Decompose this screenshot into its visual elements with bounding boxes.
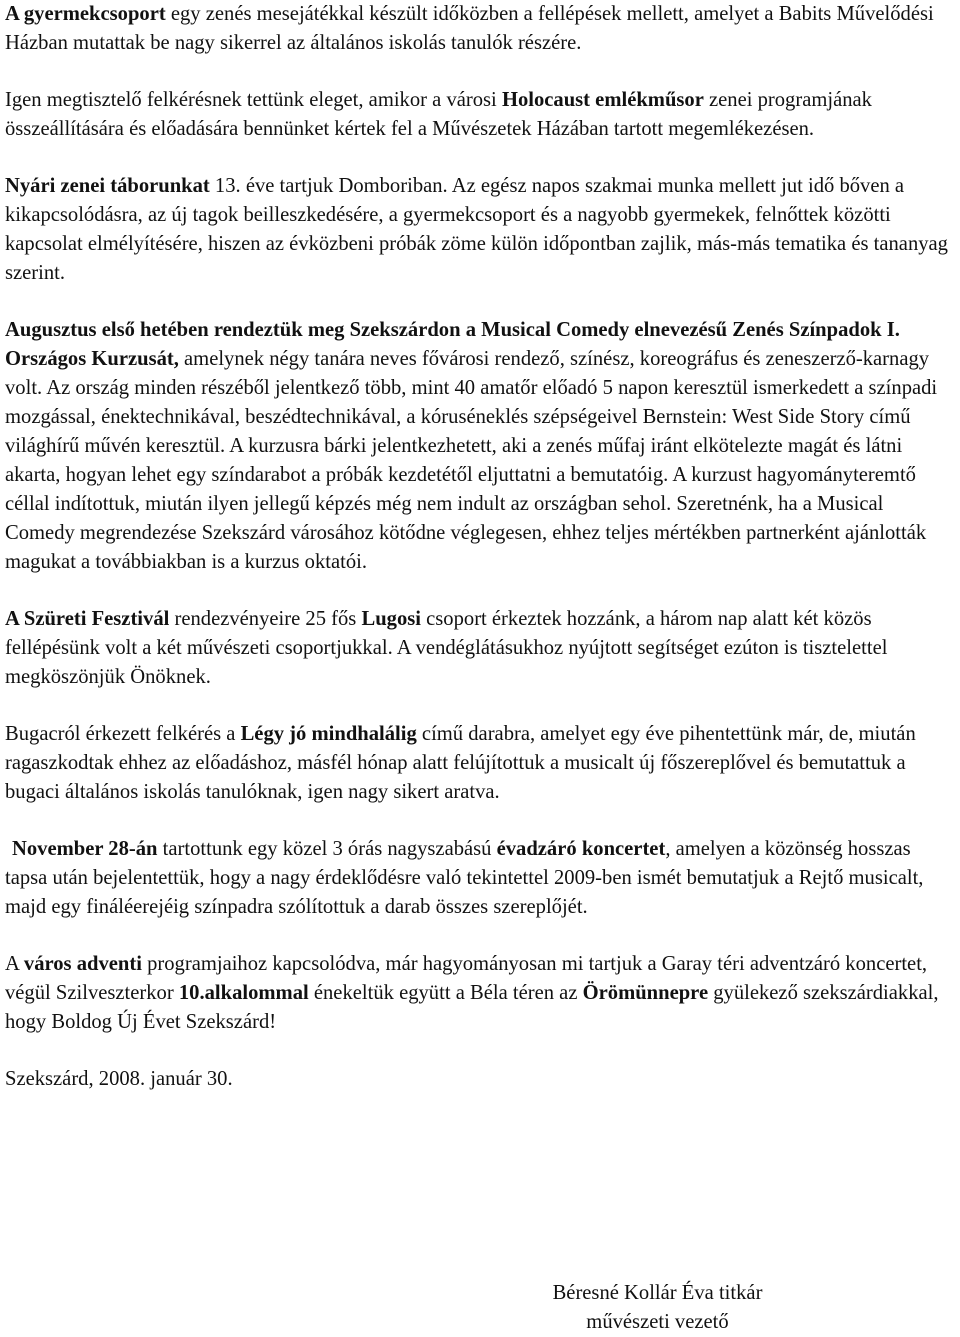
paragraph-bugac [5,720,957,807]
paragraph-text: , amelyen a közönség hosszas tapsa után bejelentettük, hogy a nagy érdeklődésre való tekintettel 2009-ben ismét bemutatjuk a Rejtő musicalt, majd egy fináléerejéig színpadra szólítottuk a darab összes szereplőjét. [5,838,924,918]
bold-phrase: A Szüreti Fesztivál [5,608,170,630]
bold-phrase: A gyermekcsoport [5,3,166,25]
bold-phrase: Nyári zenei táborunkat [5,175,210,197]
bold-phrase: Örömünnepre [582,982,709,1004]
bold-phrase: November 28-án [12,838,158,860]
signature-name: Béresné Kollár Éva titkár [552,1282,763,1304]
bold-phrase: évadzáró koncertet [496,838,666,860]
paragraph-summer-camp [5,172,957,288]
paragraph-text: programjaihoz kapcsolódva, már hagyományosan mi tartjuk a Garay téri adventzáró koncertet, végül Szilveszterkor [5,953,928,1004]
signature-role: művészeti vezető [586,1311,729,1333]
paragraph-text: rendezvényeire 25 fős [169,608,362,630]
paragraph-musical-course [5,316,957,577]
bold-phrase: város adventi [23,953,142,975]
paragraph-harvest-festival [5,605,957,692]
paragraph-text: énekeltük együtt a Béla téren az [308,982,583,1004]
bold-phrase: Holocaust emlékműsor [501,89,704,111]
bold-phrase: Légy jó mindhalálig [240,723,417,745]
paragraph-november-concert [5,835,957,922]
bold-phrase: 10.alkalommal [178,982,309,1004]
bold-phrase: Lugosi [361,608,421,630]
paragraph-text: zenei programjának összeállítására és előadására bennünket kértek fel a Művészetek Házában tartott megemlékezésen. [5,89,872,140]
paragraph-holocaust [5,86,957,144]
paragraph-advent [5,950,957,1037]
paragraph-text: Igen megtisztelő felkérésnek tettünk eleget, amikor a városi [5,89,502,111]
bold-phrase: Augusztus első hetében rendeztük meg Szekszárdon a Musical Comedy elnevezésű Zenés Színpadok I. Országos Kurzusát, [5,319,900,370]
paragraph-text: gyülekező szekszárdiakkal, hogy Boldog Új Évet Szekszárd! [5,982,939,1033]
paragraph-text: Bugacról érkezett felkérés a [5,723,241,745]
paragraph-text: című darabra, amelyet egy éve pihentettünk már, de, miután ragaszkodtak ehhez az előadáshoz, másfél hónap alatt felújítottuk a musicalt új főszereplővel és bemutattuk a bugaci általános iskolás tanulóknak, igen nagy sikert aratva. [5,723,916,803]
signature-block [520,1279,795,1337]
paragraph-text: egy zenés mesejátékkal készült időközben a fellépések mellett, amelyet a Babits Művelődési Házban mutattak be nagy sikerrel az általános iskolás tanulók részére. [5,3,934,54]
paragraph-text: amelynek négy tanára neves fővárosi rendező, színész, koreográfus és zeneszerző-karnagy volt. Az ország minden részéből jelentkező több, mint 40 amatőr előadó 5 napon keresztül ismerkedett a színpadi mozgással, énektechnikával, beszédtechnikával, a kóruséneklés szépségeivel Bernstein: West Side Story című világhírű művén keresztül. A kurzusra bárki jelentkezhetett, aki a zenés műfaj iránt elkötelezte magát és látni akarta, hogyan lehet egy színdarabot a próbák kezdetétől eljuttatni a bemutatóig. A kurzust hagyományteremtő céllal indítottuk, miután ilyen jellegű képzés még nem indult az országban sehol. Szeretnénk, ha a Musical Comedy megrendezése Szekszárd városához kötődne véglegesen, ehhez teljes mértékben partnerként ajánlották magukat a továbbiakban is a kurzus oktatói. [5,348,938,573]
paragraph-text: 13. éve tartjuk Domboriban. Az egész napos szakmai munka mellett jut idő bőven a kikapcsolódásra, az új tagok beilleszkedésére, a gyermekcsoport és a nagyobb gyermekek, felnőttek közötti kapcsolat elmélyítésére, hiszen az évközbeni próbák zöme külön időpontban zajlik, más-más tematika és tananyag szerint. [5,175,948,284]
paragraph-text: tartottunk egy közel 3 órás nagyszabású [157,838,497,860]
document-body [5,0,957,1094]
paragraph-children-group [5,0,957,58]
document-date: Szekszárd, 2008. január 30. [5,1068,233,1090]
paragraph-text: A [5,953,24,975]
paragraph-text: csoport érkeztek hozzánk, a három nap alatt két közös fellépésünk volt a két művészeti csoportjukkal. A vendéglátásukhoz nyújtott segítséget ezúton is tisztelettel megköszönjük Önöknek. [5,608,888,688]
